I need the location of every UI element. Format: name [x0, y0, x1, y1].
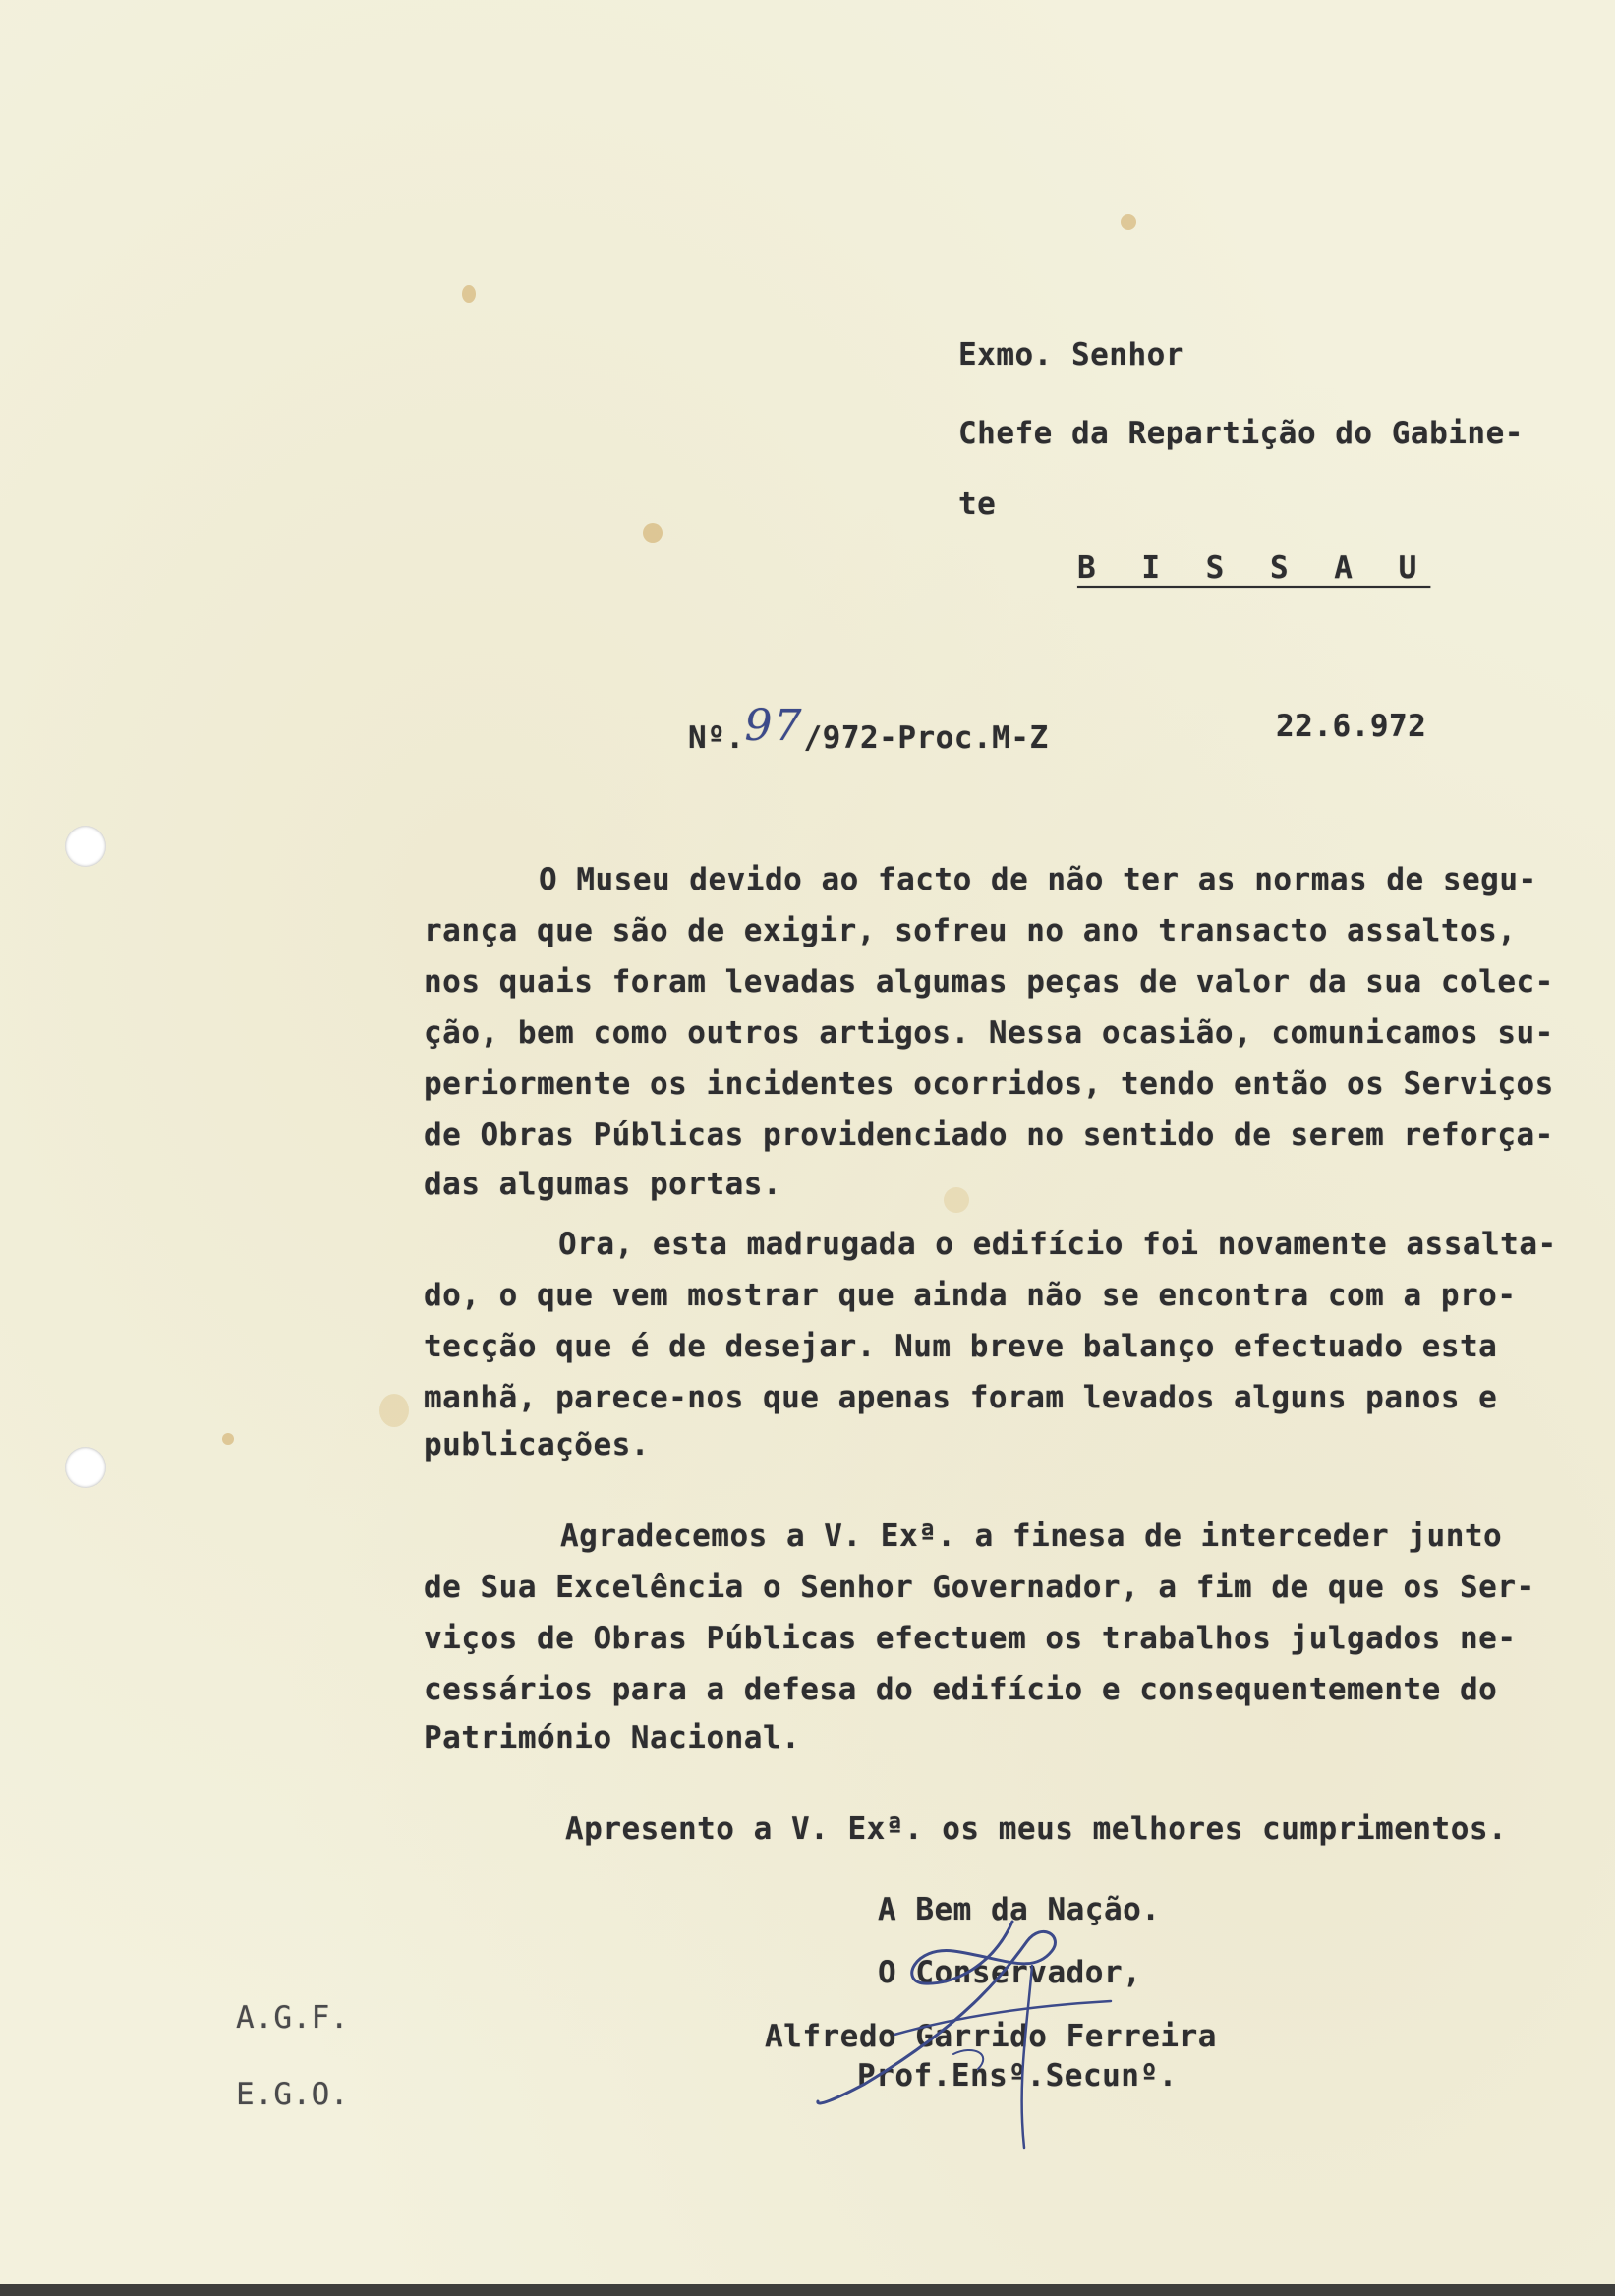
stain-spot: [643, 523, 663, 543]
recipient-line-1: Chefe da Repartição do Gabine-: [958, 416, 1524, 451]
paragraph-2-line: tecção que é de desejar. Num breve balanço efectuado esta: [424, 1329, 1498, 1364]
paragraph-1-line: O Museu devido ao facto de não ter as normas de segu-: [539, 862, 1537, 897]
stain-spot: [222, 1433, 234, 1445]
signoff-motto: A Bem da Nação.: [878, 1892, 1161, 1927]
paragraph-2-line: Ora, esta madrugada o edifício foi novamente assalta-: [558, 1227, 1557, 1262]
paragraph-3-line: Agradecemos a V. Exª. a finesa de interceder junto: [560, 1519, 1503, 1554]
punch-hole-bottom: [65, 1447, 106, 1488]
paragraph-1-line: das algumas portas.: [424, 1167, 782, 1202]
paragraph-1-line: periormente os incidentes ocorridos, tendo então os Serviços: [424, 1066, 1554, 1102]
paragraph-3-line: Património Nacional.: [424, 1720, 801, 1755]
paragraph-3-line: cessários para a defesa do edifício e consequentemente do: [424, 1672, 1498, 1707]
paragraph-1-line: nos quais foram levadas algumas peças de valor da sua colec-: [424, 964, 1554, 1000]
reference-prefix: Nº.: [688, 720, 745, 756]
stain-spot: [944, 1187, 969, 1213]
paragraph-3-line: viços de Obras Públicas efectuem os trabalhos julgados ne-: [424, 1621, 1517, 1656]
reference-suffix: /972-Proc.M-Z: [803, 720, 1049, 756]
signoff-title: O Conservador,: [878, 1955, 1142, 1990]
recipient-city: B I S S A U: [1077, 550, 1431, 586]
closing-line: Apresento a V. Exª. os meus melhores cumprimentos.: [565, 1811, 1508, 1847]
reference-line: [688, 701, 1049, 759]
stain-spot: [462, 285, 476, 303]
recipient-line-2: te: [958, 487, 997, 522]
punch-hole-top: [65, 826, 106, 867]
paragraph-3-line: de Sua Excelência o Senhor Governador, a fim de que os Ser-: [424, 1570, 1535, 1605]
initials-line-1: A.G.F.: [236, 2000, 349, 2036]
paragraph-1-line: ção, bem como outros artigos. Nessa ocasião, comunicamos su-: [424, 1015, 1554, 1051]
paragraph-2-line: manhã, parece-nos que apenas foram levados alguns panos e: [424, 1380, 1498, 1415]
signoff-name: Alfredo Garrido Ferreira: [765, 2019, 1217, 2054]
initials-line-2: E.G.O.: [236, 2077, 349, 2112]
scan-edge: [0, 2284, 1615, 2296]
paragraph-1-line: de Obras Públicas providenciado no sentido de serem reforça-: [424, 1118, 1554, 1153]
paragraph-2-line: do, o que vem mostrar que ainda não se encontra com a pro-: [424, 1278, 1517, 1313]
salutation: Exmo. Senhor: [958, 337, 1184, 373]
paragraph-1-line: rança que são de exigir, sofreu no ano transacto assaltos,: [424, 913, 1517, 948]
signoff-credentials: Prof.Ensº.Secunº.: [857, 2058, 1178, 2094]
stain-spot: [1121, 214, 1136, 230]
reference-number-handwritten: 97: [744, 701, 804, 751]
paragraph-2-line: publicações.: [424, 1427, 650, 1463]
stain-spot: [379, 1394, 409, 1427]
letter-date: 22.6.972: [1276, 709, 1427, 744]
handwritten-signature: [806, 1907, 1160, 2162]
